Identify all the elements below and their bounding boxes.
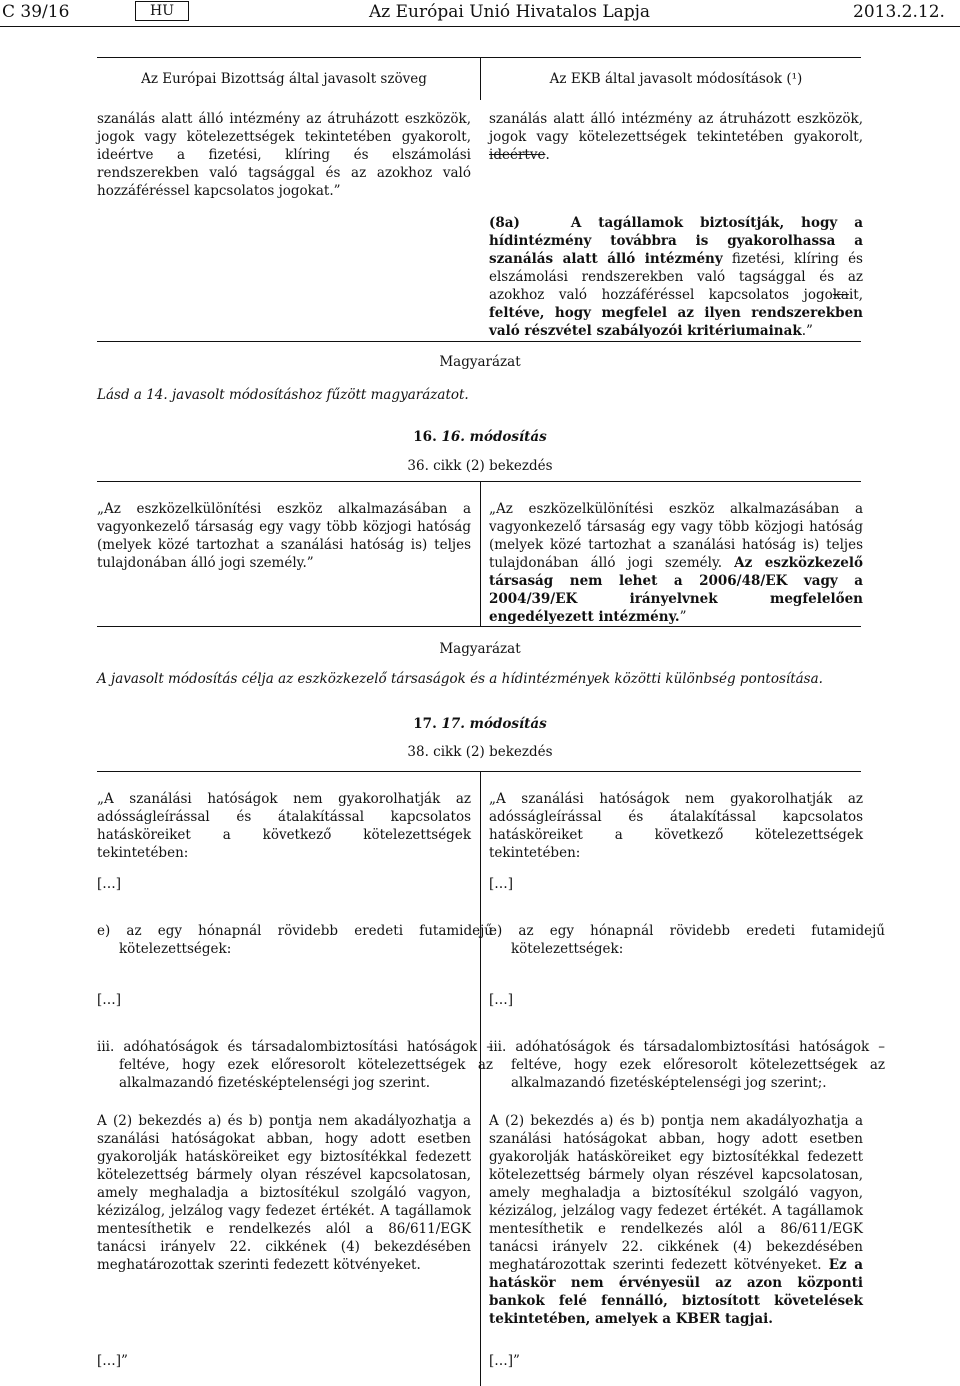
commission-text-amend16: „Az eszközelkülönítési eszköz alkalmazásában a vagyonkezelő társaság egy vagy több közjogi hatóság (melyek közé tartozhat a szanálási hatóság is) teljes tulajdonában álló jogi személy.” <box>97 501 471 571</box>
ecb-paragraph: A (2) bekezdés a) és b) pontja nem akadályozhatja a szanálási hatóságokat abban, hogy adott esetben gyakorolják hatásköreiket egy biztosítékkal fedezett kötelezettség bármely olyan részével kapcsolatosan, amely meghaladja a biztosítékul szolgáló vagyon, kézizálog, jelzálog vagy fedezet értékét. A tagállamok mentesíthetik e rendelkezés alól a 86/611/EGK tanácsi irányelv 22. cikkének (4) bekezdésében meghatározottak szerinti fedezett kötvényeket. Ez a hatáskör nem érvényesül az azon központi bankok felé fennálló, biztosított követelések tekintetében, amelyek a KBER tagjai. <box>489 1113 863 1327</box>
ecb-new-paragraph-8a: (8a) A tagállamok biztosítják, hogy a hídintézmény továbbra is gyakorolhassa a szanálás alatt álló intézmény fizetési, klíring és elszámolási rendszerekben való tagsággal és az azokhoz való hozzáféréssel kapcsolatos jogokait, feltéve, hogy megfelel az ilyen rendszerekben való részvétel szabályozói kritériumainak.” <box>489 215 863 339</box>
ellipsis: […] <box>489 876 514 892</box>
amendment-16-article: 36. cikk (2) bekezdés <box>407 458 553 474</box>
ellipsis: […] <box>97 876 122 892</box>
amendment-17-article: 38. cikk (2) bekezdés <box>407 744 553 760</box>
header-divider <box>0 26 960 27</box>
explanation-text: Lásd a 14. javasolt módosításhoz fűzött magyarázatot. <box>97 387 469 403</box>
language-badge: HU <box>135 1 189 21</box>
ecb-text-amend16: „Az eszközelkülönítési eszköz alkalmazásában a vagyonkezelő társaság egy vagy több közjogi hatóság (melyek közé tartozhat a szanálási hatóság is) teljes tulajdonában álló jogi személy. Az eszközkezelő társaság nem lehet a 2006/48/EK vagy a 2004/39/EK irányelvnek megfelelően engedélyezett intézmény.” <box>489 501 863 625</box>
column-divider <box>480 481 481 626</box>
ecb-text-block1: szanálás alatt álló intézmény az átruházott eszközök, jogok vagy kötelezettségek tekintetében gyakorolt, ideértve. <box>489 111 863 163</box>
amendment-16-title: 16. 16. módosítás <box>413 429 547 445</box>
closing-ellipsis: […]” <box>97 1353 128 1369</box>
left-column-heading: Az Európai Bizottság által javasolt szöveg <box>141 71 427 87</box>
publication-date: 2013.2.12. <box>853 2 945 22</box>
commission-text-block1: szanálás alatt álló intézmény az átruházott eszközök, jogok vagy kötelezettségek tekintetében gyakorolt, ideértve a fizetési, klíring és elszámolási rendszerekben való tagsággal és az azokhoz való hozzáféréssel kapcsolatos jogokat.” <box>97 111 471 199</box>
section-rule <box>97 341 861 342</box>
commission-intro: „A szanálási hatóságok nem gyakorolhatják az adósságleírással és átalakítással kapcsolatos hatásköreiket a következő kötelezettségek tekintetében: <box>97 791 471 861</box>
section-rule <box>97 481 861 482</box>
amendment-17-title: 17. 17. módosítás <box>413 716 547 732</box>
section-rule <box>97 771 861 772</box>
explanation-text: A javasolt módosítás célja az eszközkezelő társaságok és a hídintézmények közötti különbség pontosítása. <box>97 671 823 687</box>
closing-ellipsis: […]” <box>489 1353 520 1369</box>
commission-item-iii: iii. adóhatóságok és társadalombiztosítási hatóságok – feltéve, hogy ezek előresorolt kötelezettségek az alkalmazandó fizetésképtelenségi jog szerint. <box>97 1039 493 1091</box>
explanation-title: Magyarázat <box>439 641 521 657</box>
explanation-title: Magyarázat <box>439 354 521 370</box>
page-header <box>0 0 960 28</box>
table-top-rule <box>97 57 861 58</box>
commission-paragraph: A (2) bekezdés a) és b) pontja nem akadályozhatja a szanálási hatóságokat abban, hogy adott esetben gyakorolják hatásköreiket egy biztosítékkal fedezett kötelezettség bármely olyan részével kapcsolatosan, amely meghaladja a biztosítékul szolgáló vagyon, kézizálog, jelzálog vagy fedezet értékét. A tagállamok mentesíthetik e rendelkezés alól a 86/611/EGK tanácsi irányelv 22. cikkének (4) bekezdésében meghatározottak szerinti fedezett kötvényeket. <box>97 1113 471 1273</box>
commission-item-e: e) az egy hónapnál rövidebb eredeti futamidejű kötelezettségek: <box>97 923 493 957</box>
ecb-item-e: e) az egy hónapnál rövidebb eredeti futamidejű kötelezettségek: <box>489 923 885 957</box>
journal-title: Az Európai Unió Hivatalos Lapja <box>369 2 651 22</box>
ellipsis: […] <box>489 992 514 1008</box>
ellipsis: […] <box>97 992 122 1008</box>
ecb-intro: „A szanálási hatóságok nem gyakorolhatják az adósságleírással és átalakítással kapcsolatos hatásköreiket a következő kötelezettségek tekintetében: <box>489 791 863 861</box>
column-divider <box>480 57 481 100</box>
ecb-item-iii: iii. adóhatóságok és társadalombiztosítási hatóságok – feltéve, hogy ezek előresorolt kötelezettségek az alkalmazandó fizetésképtelenségi jog szerint;. <box>489 1039 885 1091</box>
right-column-heading: Az EKB által javasolt módosítások (¹) <box>549 71 803 87</box>
section-rule <box>97 626 861 627</box>
page-number: C 39/16 <box>2 2 70 22</box>
